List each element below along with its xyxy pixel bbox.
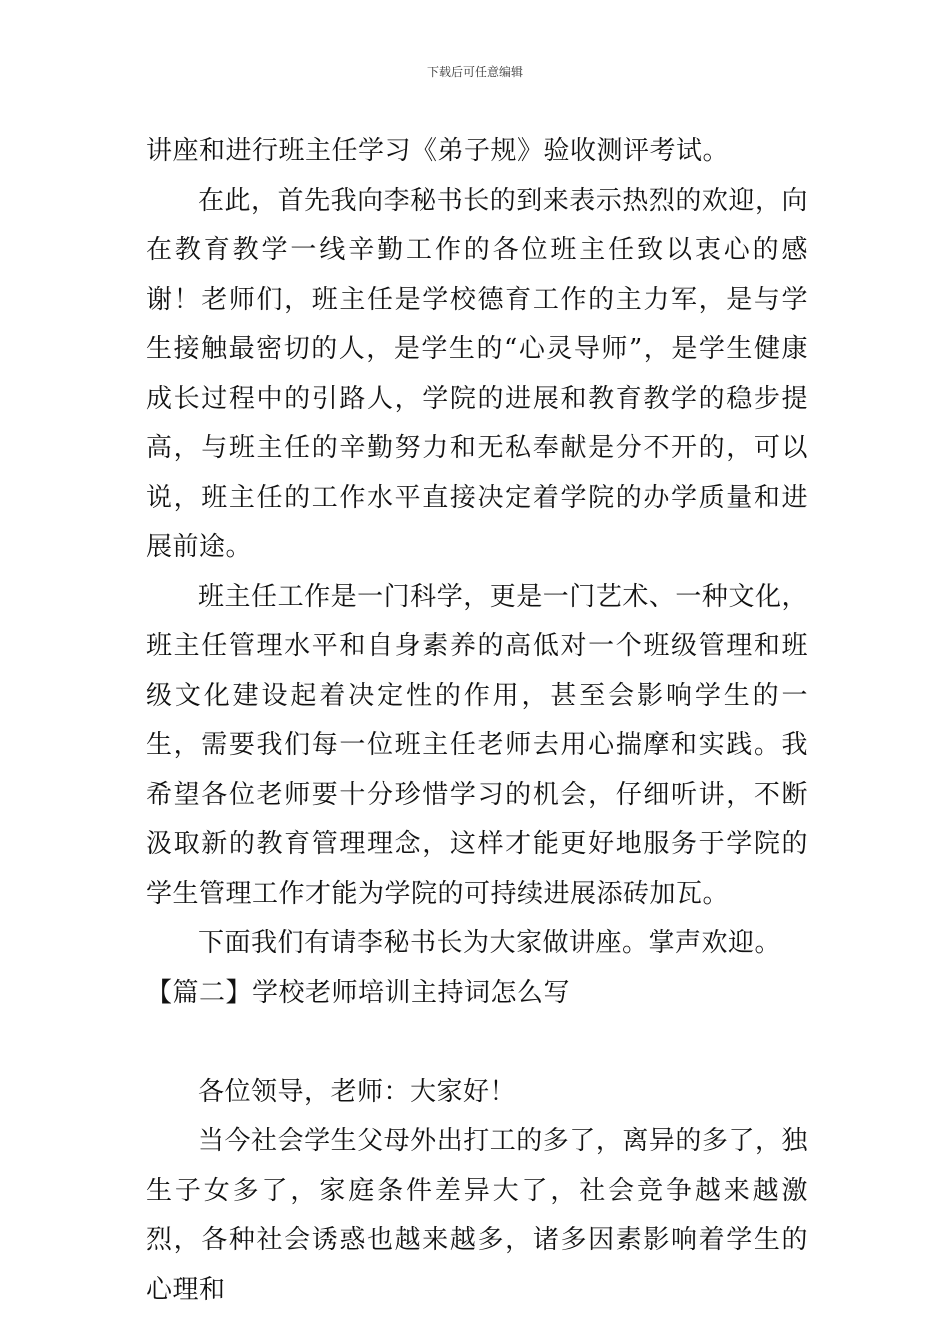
paragraph-class-teacher-work: 班主任工作是一门科学，更是一门艺术、一种文化，班主任管理水平和自身素养的高低对一个班级管理和班级文化建设起着决定性的作用，甚至会影响学生的一生，需要我们每一位班主任老师去用心揣摩和实践。我希望各位老师要十分珍惜学习的机会，仔细听讲，不断汲取新的教育管理理念，这样才能更好地服务于学院的学生管理工作才能为学院的可持续进展添砖加瓦。 [146, 581, 808, 909]
paragraph-welcome: 在此，首先我向李秘书长的到来表示热烈的欢迎，向在教育教学一线辛勤工作的各位班主任致以衷心的感谢！老师们，班主任是学校德育工作的主力军，是与学生接触最密切的人，是学生的“心灵导师”，是学生健康成长过程中的引路人，学院的进展和教育教学的稳步提高，与班主任的辛勤努力和无私奉献是分不开的，可以说，班主任的工作水平直接决定着学院的办学质量和进展前途。 [146, 185, 808, 562]
paragraph-greeting: 各位领导，老师：大家好！ [198, 1076, 517, 1107]
paragraph-invitation: 下面我们有请李秘书长为大家做讲座。掌声欢迎。 [198, 928, 782, 958]
document-body [146, 127, 808, 1315]
blank-line [146, 1018, 808, 1068]
paragraph-society: 当今社会学生父母外出打工的多了，离异的多了，独生子女多了，家庭条件差异大了，社会竞争越来越激烈，各种社会诱惑也越来越多，诸多因素影响着学生的心理和 [146, 1126, 808, 1305]
page-header: 下载后可任意编辑 [426, 65, 523, 79]
section-heading: 【篇二】学校老师培训主持词怎么写 [146, 977, 571, 1008]
paragraph-continuation: 讲座和进行班主任学习《弟子规》验收测评考试。 [146, 136, 730, 166]
